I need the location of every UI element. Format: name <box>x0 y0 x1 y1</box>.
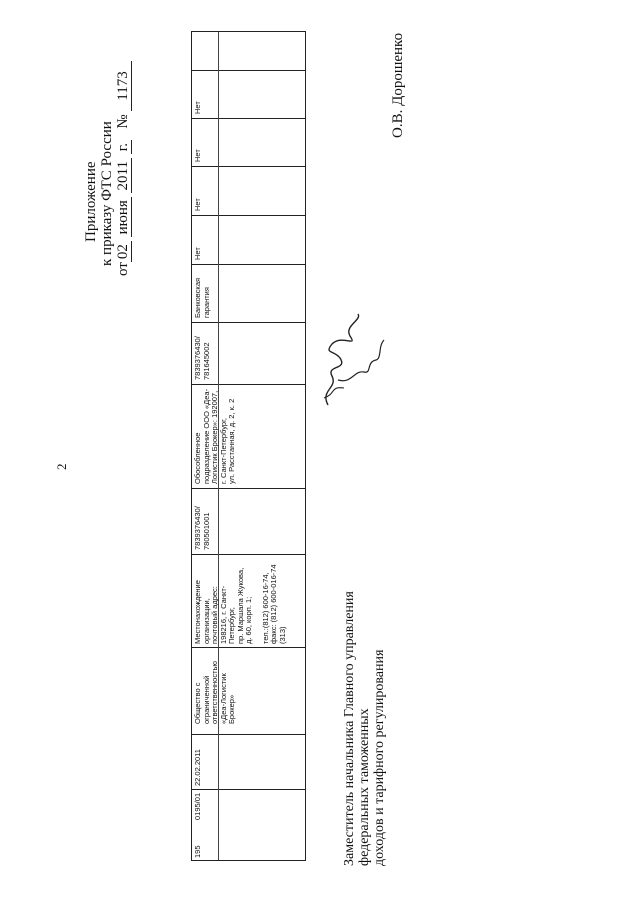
registry-number-cell: 0195/01 <box>193 792 202 820</box>
year-suffix: г. <box>116 140 132 154</box>
address-cell: Местонахождение организации, почтовый адрес: 198216, г. Санкт- Петербург, пр. Маршала Жукова, д. 60, корп. 1; тел.:(812) 600-16-74, факс: (812) 600-016-74 (313) <box>193 564 287 644</box>
registry-table <box>191 31 306 861</box>
appendix-title: Приложение <box>83 161 99 242</box>
row-number-cell: 195 <box>193 845 202 858</box>
signatory-title <box>342 591 387 866</box>
order-month: июня <box>116 197 132 237</box>
net-cell-1: Нет <box>193 247 202 260</box>
number-sign: № <box>115 114 131 129</box>
signatory-position-line1: Заместитель начальника Главного управления <box>342 591 357 866</box>
organization-name-cell: Общество с ограниченной ответственностью «Деа-Логистик Брокер» <box>193 660 236 724</box>
appendix-header <box>84 61 132 312</box>
signer-name: О.В. Дорошенко <box>390 32 406 138</box>
order-reference: к приказу ФТС России <box>99 121 115 266</box>
division-inn-kpp-cell: 7839376430/ 781645002 <box>193 336 211 380</box>
net-cell-4: Нет <box>193 101 202 114</box>
signatory-position-line2: федеральных таможенных <box>357 708 372 866</box>
division-cell: Обособленное подразделение ООО «Деа- Логистик Брокер»: 192007, г. Санкт-Петербург, ул. Расстанная, д. 2, к. 2 <box>193 388 236 484</box>
order-number: 1173 <box>116 61 132 110</box>
order-year: 2011 <box>116 158 132 193</box>
date-cell: 22.02.2011 <box>193 749 202 786</box>
page-number: 2 <box>54 463 69 470</box>
order-day: 02 <box>116 241 132 262</box>
date-prefix: от <box>115 262 131 276</box>
guarantee-cell: Банковская гарантия <box>193 277 211 318</box>
inn-kpp-cell: 7839376430/ 780501001 <box>193 506 211 550</box>
net-cell-2: Нет <box>193 198 202 211</box>
net-cell-3: Нет <box>193 149 202 162</box>
signatory-position-line3: доходов и тарифного регулирования <box>372 649 387 866</box>
signature-image <box>318 310 388 410</box>
order-date-line <box>116 61 132 312</box>
